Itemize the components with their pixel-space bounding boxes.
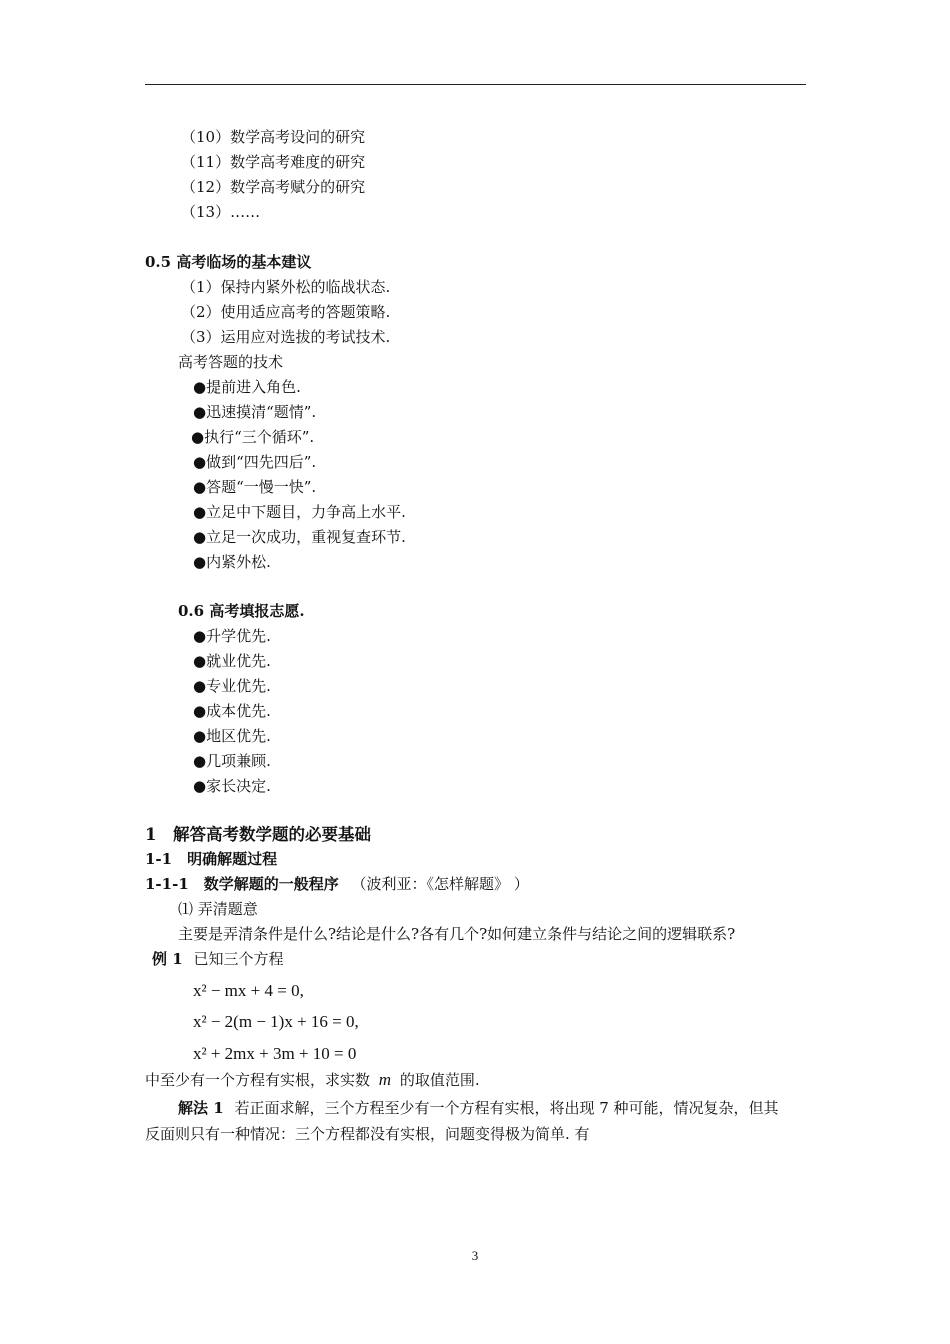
- bullet-item: ●专业优先.: [193, 677, 271, 695]
- bullet-item: ●家长决定.: [193, 777, 271, 795]
- step-description: 主要是弄清条件是什么?结论是什么?各有几个?如何建立条件与结论之间的逻辑联系?: [178, 925, 736, 943]
- equation-2: x² − 2(m − 1)x + 16 = 0,: [193, 1012, 359, 1031]
- bullet-item: ●答题“一慢一快”.: [193, 478, 317, 496]
- header-rule: [145, 84, 806, 85]
- example-tail-text: 中至少有一个方程有实根，求实数: [145, 1071, 371, 1089]
- example-label: 例 1: [152, 950, 183, 968]
- equation-1: x² − mx + 4 = 0,: [193, 981, 304, 1000]
- list-item: （12）数学高考赋分的研究: [181, 178, 366, 196]
- subsection-heading: [145, 874, 529, 894]
- bullet-item: ●执行“三个循环”.: [191, 428, 315, 446]
- list-item: （10）数学高考设问的研究: [181, 128, 366, 146]
- solution-label: 解法 1: [178, 1099, 224, 1117]
- list-item: （1）保持内紧外松的临战状态.: [181, 278, 391, 296]
- bullet-item: ●就业优先.: [193, 652, 271, 670]
- example-text: 已知三个方程: [193, 950, 284, 968]
- list-item: （13）……: [181, 203, 261, 221]
- section-heading: 0.5 高考临场的基本建议: [145, 253, 312, 271]
- subsection-note: （波利亚：《怎样解题》 ）: [351, 875, 529, 893]
- bullet-item: ●立足一次成功，重视复查环节.: [193, 528, 406, 546]
- list-item: （11）数学高考难度的研究: [181, 153, 366, 171]
- section-heading: 1-1 明确解题过程: [145, 850, 278, 868]
- example-tail: [145, 1070, 480, 1090]
- bullet-item: ●内紧外松.: [193, 553, 271, 571]
- chapter-title: 1 解答高考数学题的必要基础: [145, 825, 371, 844]
- bullet-item: ●做到“四先四后”.: [193, 453, 317, 471]
- bullet-item: ●成本优先.: [193, 702, 271, 720]
- equation-3: x² + 2mx + 3m + 10 = 0: [193, 1044, 357, 1063]
- list-item: （3）运用应对选拔的考试技术.: [181, 328, 391, 346]
- page-number: 3: [471, 1248, 479, 1263]
- subsection-title: 高考答题的技术: [178, 353, 284, 371]
- example-tail-text: 的取值范围.: [399, 1071, 480, 1089]
- step-title: ⑴ 弄清题意: [178, 900, 258, 918]
- variable-m: m: [378, 1070, 392, 1089]
- bullet-item: ●立足中下题目，力争高上水平.: [193, 503, 406, 521]
- solution-text: 若正面求解，三个方程至少有一个方程有实根，将出现 7 种可能，情况复杂，但其: [234, 1099, 779, 1117]
- example-intro: [152, 949, 283, 969]
- section-heading: 0.6 高考填报志愿.: [178, 602, 305, 620]
- bullet-item: ●几项兼顾.: [193, 752, 271, 770]
- bullet-item: ●迅速摸清“题情”.: [193, 403, 317, 421]
- subsection-title: 1-1-1 数学解题的一般程序: [145, 875, 339, 893]
- bullet-item: ●提前进入角色.: [193, 378, 301, 396]
- bullet-item: ●升学优先.: [193, 627, 271, 645]
- list-item: （2）使用适应高考的答题策略.: [181, 303, 391, 321]
- bullet-item: ●地区优先.: [193, 727, 271, 745]
- solution-text: 反面则只有一种情况：三个方程都没有实根，问题变得极为简单. 有: [145, 1125, 590, 1143]
- solution-line: [178, 1098, 779, 1118]
